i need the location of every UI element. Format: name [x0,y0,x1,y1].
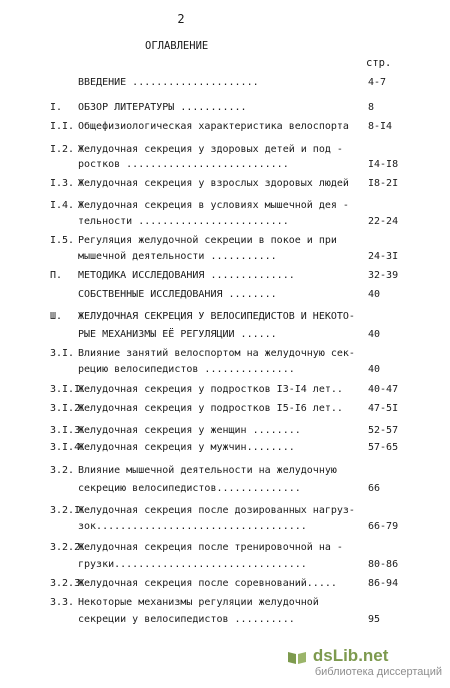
toc-entry-page: 66 [368,483,381,494]
toc-entry-line [0,215,450,229]
toc-entry-page: 24-3I [368,251,399,262]
toc-entry-text: Желудочная секреция после соревнований..... [78,578,337,589]
toc-entry-line [0,596,450,610]
toc-entry-page: 86-94 [368,578,399,589]
toc-entry-text: Желудочная секреция в условиях мышечной дея - [78,200,349,211]
toc-entry-text: Желудочная секреция после дозированных нагруз- [78,505,355,516]
toc-entry-number: I.I. [50,121,75,132]
toc-entry-text: Общефизиологическая характеристика велоспорта [78,121,349,132]
toc-entry-line [0,402,450,416]
toc-entry-line [0,504,450,518]
toc-entry-text: зок................................... [78,521,307,532]
toc-entry-line [0,177,450,191]
toc-entry-text: Желудочная секреция у подростков I5-I6 лет.. [78,403,343,414]
toc-entry-number: I.5. [50,235,75,246]
toc-entry-text: ЖЕЛУДОЧНАЯ СЕКРЕЦИЯ У ВЕЛОСИПЕДИСТОВ И НЕКОТО- [78,311,355,322]
toc-entry-text: секреции у велосипедистов .......... [78,614,295,625]
toc-entry-number: I.3. [50,178,75,189]
toc-entry-page: 52-57 [368,425,399,436]
toc-entry-text: Некоторые механизмы регуляции желудочной [78,597,319,608]
toc-entry-line [0,424,450,438]
toc-entry-page: I8-2I [368,178,399,189]
toc-entry-page: 22-24 [368,216,399,227]
toc-entry-page: 66-79 [368,521,399,532]
toc-entry-page: 4-7 [368,77,387,88]
toc-entry-line [0,383,450,397]
toc-entry-page: 40 [368,364,381,375]
toc-entry-number: П. [50,270,63,281]
toc-entry-number: 3.2.3. [50,578,87,589]
toc-entry-text: СОБСТВЕННЫЕ ИССЛЕДОВАНИЯ ........ [78,289,277,300]
watermark-subtitle: библиотека диссертаций [314,666,442,678]
toc-entry-line [0,143,450,157]
toc-entry-number: 3.I.I. [50,384,87,395]
toc-entry-line [0,234,450,248]
toc-entry-line [0,101,450,115]
toc-entry-number: 3.2.I. [50,505,87,516]
toc-entry-page: 40 [368,329,381,340]
toc-entry-text: грузки................................ [78,559,307,570]
toc-entry-number: 3.2.2. [50,542,87,553]
toc-entry-number: Ш. [50,311,63,322]
toc-entry-text: Желудочная секреция у мужчин........ [78,442,295,453]
toc-entry-number: 3.I.4. [50,442,87,453]
toc-entry-page: 32-39 [368,270,399,281]
toc-entry-number: 3.I. [50,348,75,359]
toc-entry-text: ВВЕДЕНИЕ ..................... [78,77,259,88]
toc-entry-text: рецию велосипедистов ............... [78,364,295,375]
toc-entry-text: тельности ......................... [78,216,289,227]
toc-entry-line [0,577,450,591]
toc-entry-line [0,441,450,455]
toc-entry-line [0,120,450,134]
toc-entry-page: I4-I8 [368,159,399,170]
toc-entry-line [0,464,450,478]
toc-entry-number: 3.I.2. [50,403,87,414]
toc-entry-text: РЫЕ МЕХАНИЗМЫ ЕЁ РЕГУЛЯЦИИ ...... [78,329,277,340]
toc-entry-page: 47-5I [368,403,399,414]
toc-entry-number: 3.2. [50,465,75,476]
toc-entry-number: I. [50,102,63,113]
toc-entry-number: 3.I.3. [50,425,87,436]
toc-entry-number: 3.3. [50,597,75,608]
toc-entry-page: 8-I4 [368,121,393,132]
toc-entry-line [0,482,450,496]
toc-entry-text: секрецию велосипедистов.............. [78,483,301,494]
toc-entry-page: 40-47 [368,384,399,395]
toc-entry-page: 95 [368,614,381,625]
toc-entry-line [0,288,450,302]
toc-entry-line [0,558,450,572]
toc-entry-text: Влияние мышечной деятельности на желудочную [78,465,337,476]
toc-entry-line [0,76,450,90]
toc-entry-line [0,520,450,534]
toc-entry-line [0,310,450,324]
toc-entry-text: Желудочная секреция у взрослых здоровых людей [78,178,349,189]
toc-entry-line [0,363,450,377]
toc-entry-page: 8 [368,102,375,113]
toc-entry-line [0,158,450,172]
page-number: 2 [177,12,185,26]
toc-entry-line [0,250,450,264]
toc-entry-page: 80-86 [368,559,399,570]
toc-entry-text: Желудочная секреция у здоровых детей и под - [78,144,343,155]
book-logo-icon [287,649,307,665]
toc-entry-line [0,541,450,555]
toc-entry-text: мышечной деятельности ........... [78,251,277,262]
toc-entry-line [0,199,450,213]
toc-entry-number: I.4. [50,200,75,211]
toc-entry-text: МЕТОДИКА ИССЛЕДОВАНИЯ .............. [78,270,295,281]
toc-entry-line [0,613,450,627]
toc-entry-text: Желудочная секреция после тренировочной на - [78,542,343,553]
toc-entry-page: 57-65 [368,442,399,453]
toc-entry-line [0,347,450,361]
toc-entry-text: Желудочная секреция у женщин ........ [78,425,301,436]
toc-title: ОГЛАВЛЕНИЕ [145,40,209,52]
toc-entry-text: ростков ........................... [78,159,289,170]
watermark-site[interactable]: dsLib.net [312,646,389,665]
toc-entry-number: I.2. [50,144,75,155]
toc-entry-text: Регуляция желудочной секреции в покое и при [78,235,337,246]
page-column-header: стр. [366,57,392,69]
toc-entry-page: 40 [368,289,381,300]
toc-entry-text: Желудочная секреция у подростков I3-I4 лет.. [78,384,343,395]
toc-entry-text: Влияние занятий велоспортом на желудочную сек- [78,348,355,359]
toc-entry-text: ОБЗОР ЛИТЕРАТУРЫ ........... [78,102,247,113]
toc-entry-line [0,269,450,283]
toc-entry-line [0,328,450,342]
watermark [313,646,442,678]
